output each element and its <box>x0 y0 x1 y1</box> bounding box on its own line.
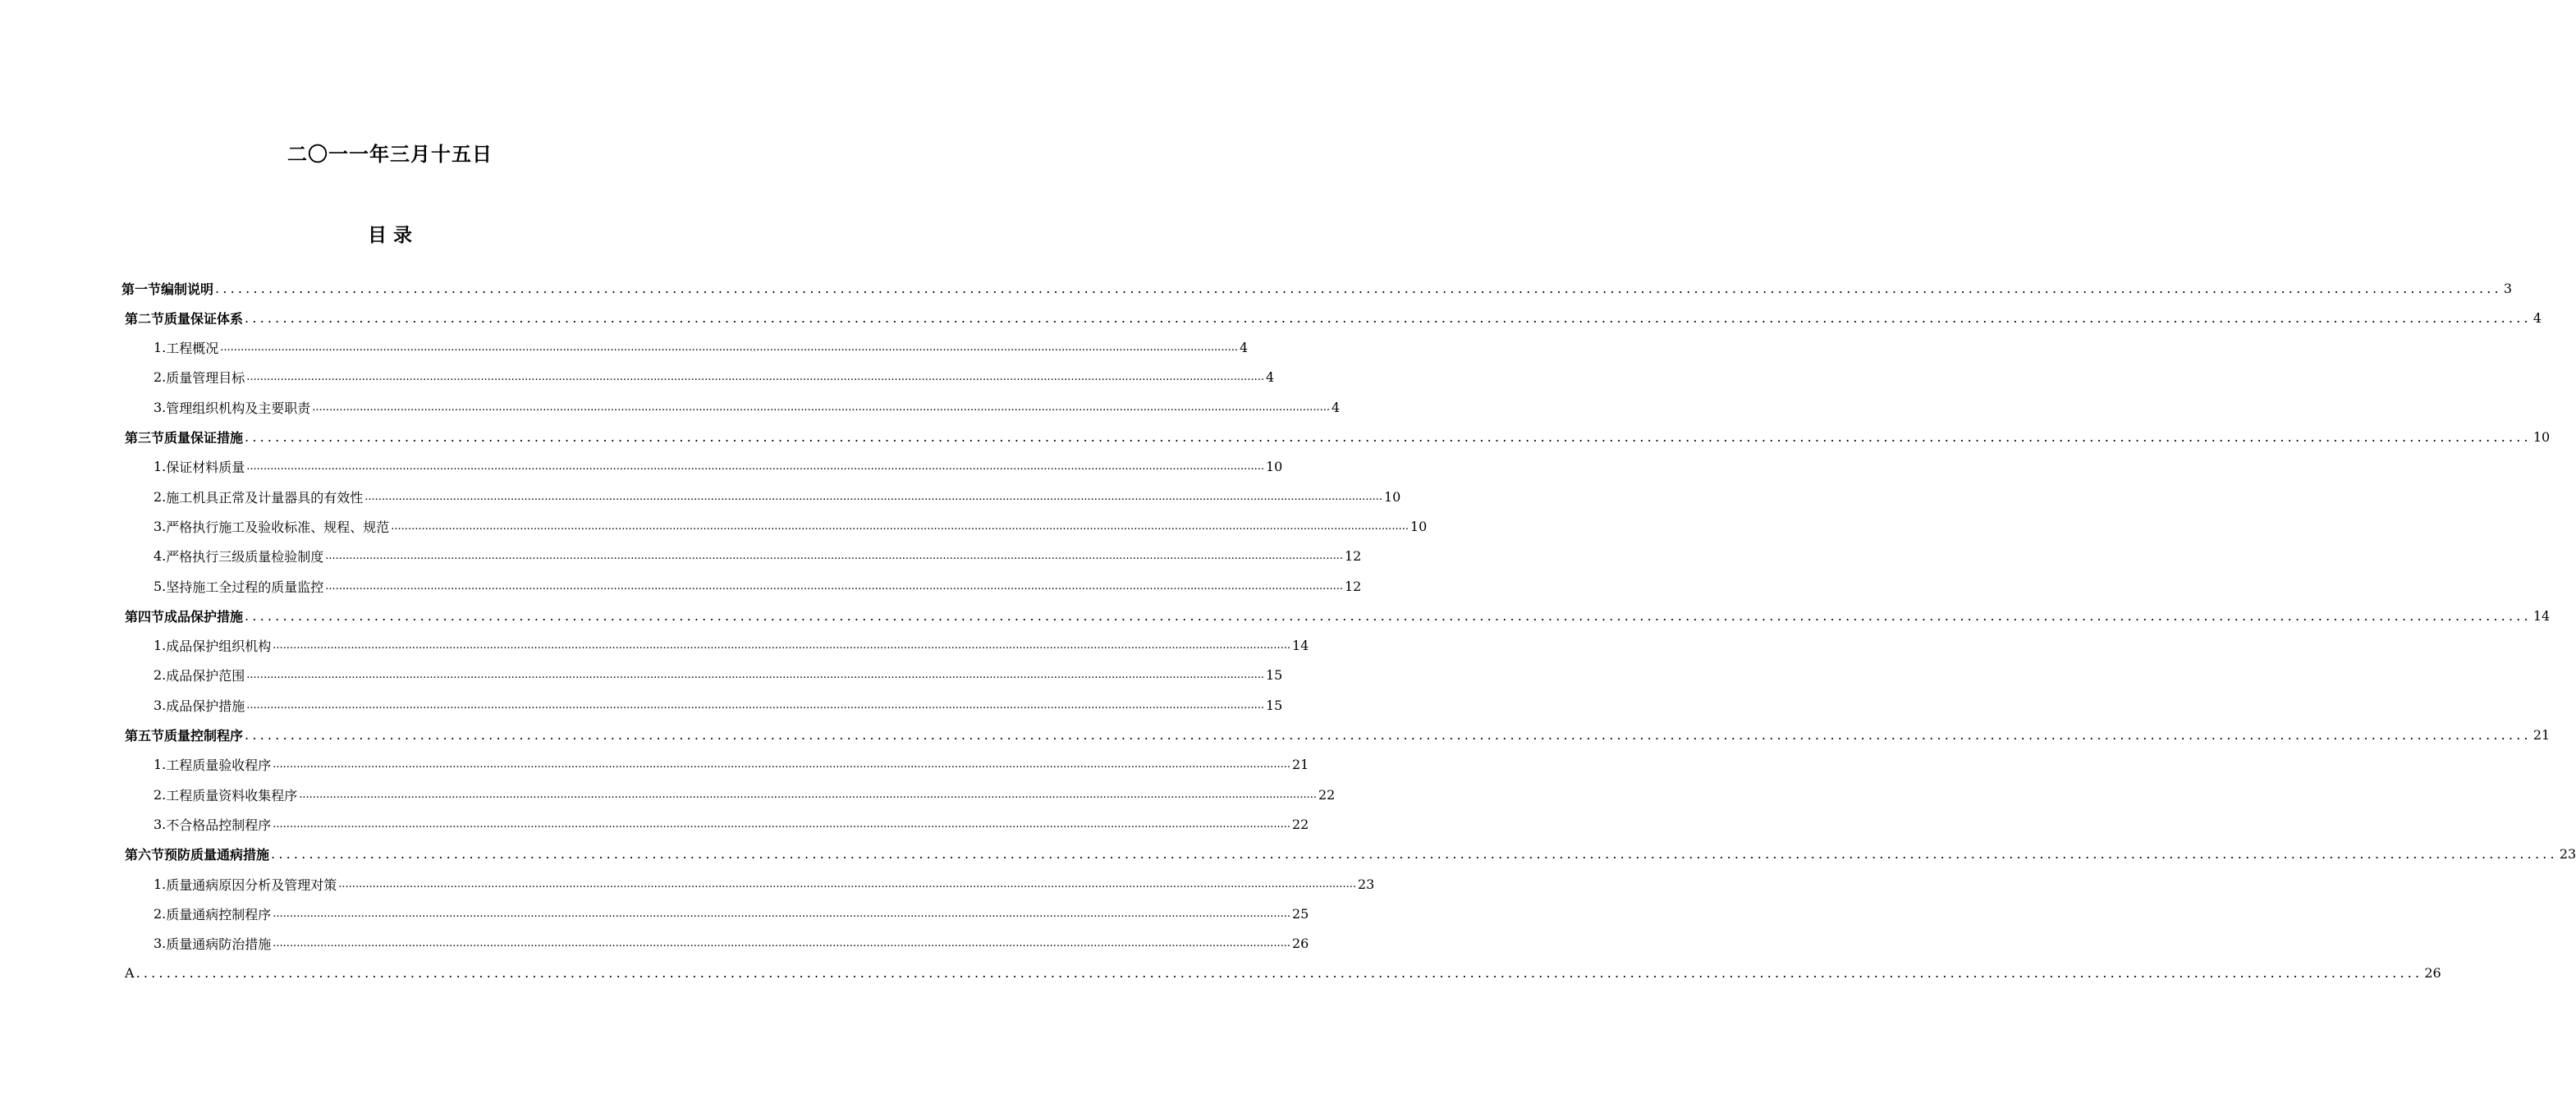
toc-leader-dots: ............................................................................................................................................................................................................................................................................................................ <box>391 519 1409 533</box>
toc-subentry[interactable] <box>154 899 1309 928</box>
toc-entry-number: 第六节 <box>125 847 165 863</box>
toc-entry-number: 3. <box>154 518 167 534</box>
toc-entry-number: 2. <box>154 488 167 505</box>
toc-section-entry[interactable] <box>125 959 2441 988</box>
toc-entry-number: 第一节 <box>121 281 162 297</box>
toc-entry-label: 保证材料质量 <box>166 460 245 476</box>
toc-entry-label: 质量通病防治措施 <box>166 936 272 953</box>
toc-entry-number: 第三节 <box>125 430 165 446</box>
toc-section-entry[interactable] <box>125 303 2542 332</box>
toc-leader-dots: ............................................................................................................................................................................................................................................................................................................ <box>245 727 2532 743</box>
toc-entry-label: 成品保护措施 <box>164 608 244 625</box>
toc-entry-number: 1. <box>154 340 167 356</box>
toc-leader-dots: ............................................................................................................................................................................................................................................................................................................ <box>271 846 2558 863</box>
toc-subentry[interactable] <box>154 511 1428 541</box>
toc-page-number: 21 <box>2532 727 2551 743</box>
toc-leader-dots: ............................................................................................................................................................................................................................................................................................................ <box>215 280 2502 296</box>
toc-entry-number: 3. <box>154 399 167 415</box>
toc-leader-dots: ............................................................................................................................................................................................................................................................................................................ <box>273 639 1290 652</box>
toc-subentry[interactable] <box>154 363 1275 392</box>
toc-entry-number: 1. <box>154 459 167 475</box>
toc-section-entry[interactable] <box>121 273 2512 303</box>
toc-leader-dots: ............................................................................................................................................................................................................................................................................................................ <box>135 965 2423 982</box>
toc-entry-label: 质量管理目标 <box>166 370 245 387</box>
toc-entry-label: 工程概况 <box>166 341 219 357</box>
toc-entry-label: 管理组织机构及主要职责 <box>166 400 311 416</box>
toc-leader-dots: ............................................................................................................................................................................................................................................................................................................ <box>325 579 1343 593</box>
toc-page-number: 15 <box>1265 697 1283 713</box>
toc-entry-number: 2. <box>154 667 167 684</box>
toc-page-number: 10 <box>1383 488 1401 505</box>
toc-section-entry[interactable] <box>125 601 2551 630</box>
toc-entry-number: 1. <box>154 638 167 654</box>
toc-entry-label: 严格执行施工及验收标准、规程、规范 <box>166 519 390 535</box>
toc-entry-number: 第四节 <box>125 608 165 625</box>
toc-entry-number: 第二节 <box>125 310 165 327</box>
toc-entry-number: 1. <box>154 876 167 892</box>
toc-entry-label: 质量保证措施 <box>164 430 244 446</box>
toc-leader-dots: ............................................................................................................................................................................................................................................................................................................ <box>273 907 1290 920</box>
toc-entry-label: 工程质量验收程序 <box>166 757 272 774</box>
toc-entry-label: 工程质量资料收集程序 <box>166 787 298 803</box>
toc-entry-number: 3. <box>154 936 167 952</box>
toc-entry-number: 第五节 <box>125 728 165 744</box>
toc-section-entry[interactable] <box>125 721 2551 750</box>
toc-entry-number: 5. <box>154 578 167 594</box>
toc-entry-label: A <box>125 965 135 982</box>
toc-entry-label: 预防质量通病措施 <box>164 847 270 863</box>
toc-entry-label: 质量通病控制程序 <box>166 906 272 922</box>
toc-subentry[interactable] <box>154 333 1249 363</box>
toc-page-number: 25 <box>1291 905 1309 922</box>
toc-entry-label: 坚持施工全过程的质量监控 <box>166 579 324 595</box>
toc-leader-dots: ............................................................................................................................................................................................................................................................................................................ <box>246 669 1264 682</box>
toc-entry-number: 3. <box>154 816 167 832</box>
toc-page-number: 4 <box>2532 309 2542 326</box>
toc-entry-number: 2. <box>154 786 167 803</box>
toc-leader-dots: ............................................................................................................................................................................................................................................................................................................ <box>246 460 1264 474</box>
toc-subentry[interactable] <box>154 869 1375 899</box>
toc-page-number: 10 <box>1409 518 1428 534</box>
toc-entry-number: 4. <box>154 548 167 565</box>
toc-leader-dots: ............................................................................................................................................................................................................................................................................................................ <box>325 550 1343 563</box>
toc-entry-label: 质量控制程序 <box>164 728 244 744</box>
toc-entry-label: 质量保证体系 <box>164 310 244 327</box>
toc-page-number: 10 <box>2532 429 2551 445</box>
toc-subentry[interactable] <box>154 631 1309 661</box>
toc-leader-dots: ............................................................................................................................................................................................................................................................................................................ <box>273 937 1290 950</box>
toc-entry-label: 质量通病原因分析及管理对策 <box>166 876 337 893</box>
toc-subentry[interactable] <box>154 809 1309 839</box>
toc-page-number: 22 <box>1318 786 1336 803</box>
toc-entry-number: 2. <box>154 905 167 922</box>
toc-page-number: 4 <box>1239 340 1249 356</box>
toc-leader-dots: ............................................................................................................................................................................................................................................................................................................ <box>338 877 1356 890</box>
toc-page-number: 4 <box>1265 369 1275 386</box>
toc-subentry[interactable] <box>154 571 1362 601</box>
toc-page-number: 12 <box>1344 578 1362 594</box>
toc-subentry[interactable] <box>154 929 1309 959</box>
toc-subentry[interactable] <box>154 750 1309 780</box>
toc-page-number: 23 <box>1357 876 1375 892</box>
toc-entry-label: 成品保护范围 <box>166 668 245 684</box>
toc-entry-label: 成品保护措施 <box>166 698 245 714</box>
toc-subentry[interactable] <box>154 661 1283 690</box>
toc-page-number: 12 <box>1344 548 1362 565</box>
toc-page-number: 14 <box>2532 607 2551 624</box>
toc-section-entry[interactable] <box>125 840 2576 869</box>
toc-leader-dots: ............................................................................................................................................................................................................................................................................................................ <box>299 788 1317 801</box>
toc-page-number: 22 <box>1291 816 1309 832</box>
toc-subentry[interactable] <box>154 392 1341 422</box>
toc-subentry[interactable] <box>154 482 1401 511</box>
toc-entry-label: 严格执行三级质量检验制度 <box>166 549 324 565</box>
toc-subentry[interactable] <box>154 780 1336 809</box>
toc-entry-label: 成品保护组织机构 <box>166 638 272 655</box>
toc-leader-dots: ............................................................................................................................................................................................................................................................................................................ <box>273 758 1290 771</box>
toc-leader-dots: ............................................................................................................................................................................................................................................................................................................ <box>246 371 1264 384</box>
toc-page-number: 23 <box>2559 846 2576 863</box>
toc-entry-label: 施工机具正常及计量器具的有效性 <box>166 489 364 506</box>
toc-page-number: 14 <box>1291 638 1309 654</box>
toc-leader-dots: ............................................................................................................................................................................................................................................................................................................ <box>273 817 1290 831</box>
toc-page-number: 26 <box>2424 965 2441 982</box>
toc-entry-label: 不合格品控制程序 <box>166 817 272 833</box>
toc-page-number: 10 <box>1265 459 1283 475</box>
toc-leader-dots: ............................................................................................................................................................................................................................................................................................................ <box>245 607 2532 624</box>
toc-title: 目 录 <box>367 225 412 246</box>
toc-entry-number: 3. <box>154 697 167 713</box>
document-date: 二〇一一年三月十五日 <box>287 143 493 166</box>
toc-subentry[interactable] <box>154 452 1283 482</box>
toc-leader-dots: ............................................................................................................................................................................................................................................................................................................ <box>245 309 2532 326</box>
toc-page-number: 15 <box>1265 667 1283 684</box>
toc-entry-label: 编制说明 <box>161 281 214 297</box>
toc-page-number: 4 <box>1331 399 1341 415</box>
toc-subentry[interactable] <box>154 690 1283 720</box>
toc-entry-number: 1. <box>154 757 167 773</box>
toc-page-number: 21 <box>1291 757 1309 773</box>
toc-leader-dots: ............................................................................................................................................................................................................................................................................................................ <box>312 400 1330 414</box>
toc-section-entry[interactable] <box>125 423 2551 452</box>
toc-page-number: 3 <box>2503 280 2512 296</box>
toc-page-number: 26 <box>1291 936 1309 952</box>
toc-leader-dots: ............................................................................................................................................................................................................................................................................................................ <box>220 341 1238 355</box>
toc-leader-dots: ............................................................................................................................................................................................................................................................................................................ <box>245 429 2532 445</box>
toc-leader-dots: ............................................................................................................................................................................................................................................................................................................ <box>364 490 1382 503</box>
toc-leader-dots: ............................................................................................................................................................................................................................................................................................................ <box>246 698 1264 712</box>
toc-subentry[interactable] <box>154 542 1362 571</box>
toc-entry-number: 2. <box>154 369 167 386</box>
